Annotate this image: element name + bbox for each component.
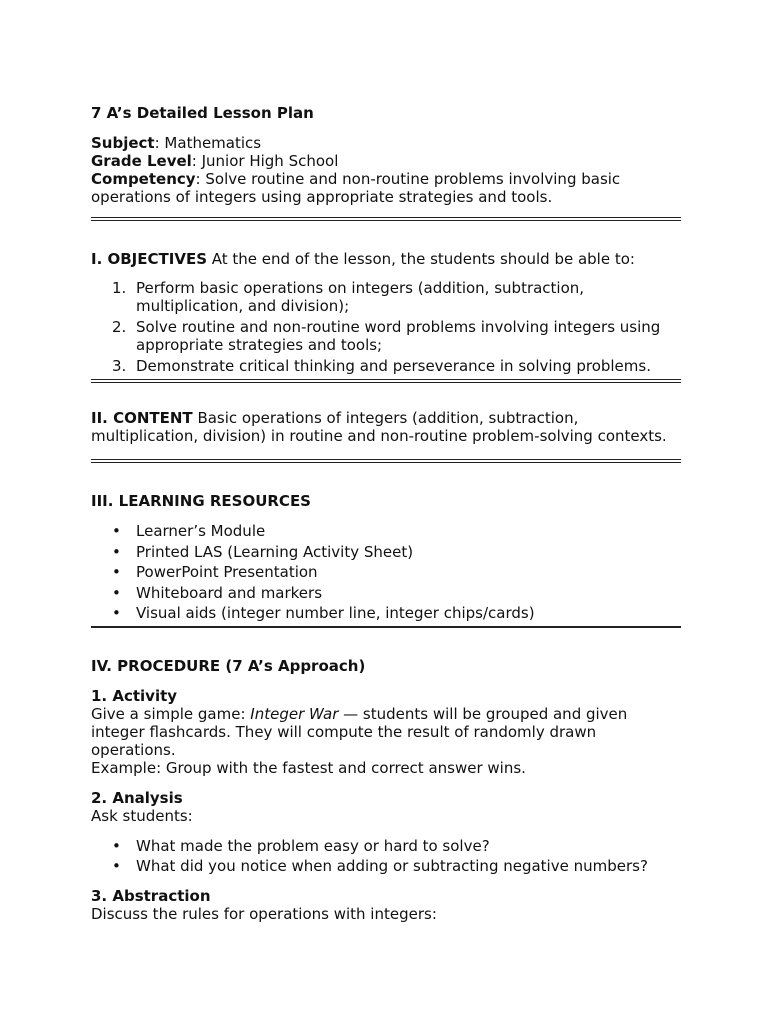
analysis-question <box>91 857 681 878</box>
abstraction-intro: Discuss the rules for operations with integers: <box>91 904 437 923</box>
section-divider <box>91 217 681 221</box>
analysis-question-text: What made the problem easy or hard to solve? <box>136 836 490 855</box>
bullet: • <box>112 604 121 622</box>
content-heading: II. CONTENT <box>91 409 193 427</box>
procedure-heading: IV. PROCEDURE (7 A’s Approach) <box>91 656 366 675</box>
grade-level-line <box>91 152 681 170</box>
bullet: • <box>112 522 121 540</box>
bullet: • <box>112 857 121 875</box>
resource-item <box>91 522 681 543</box>
activity-heading: 1. Activity <box>91 686 178 705</box>
lesson-plan-document <box>91 104 681 923</box>
resource-text: PowerPoint Presentation <box>136 563 318 581</box>
analysis-heading: 2. Analysis <box>91 788 183 807</box>
subject-line <box>91 134 681 152</box>
objective-number: 3. <box>112 357 127 375</box>
abstraction-heading: 3. Abstraction <box>91 886 211 905</box>
competency-value: : Solve routine and non-routine problems involving basic operations of integers using appropriate strategies and tools. <box>91 170 621 206</box>
section-divider <box>91 626 681 628</box>
subject-label: Subject <box>91 134 155 152</box>
objective-text: Perform basic operations on integers (addition, subtraction, multiplication, and division); <box>136 279 585 315</box>
objective-item <box>91 318 681 354</box>
section-divider <box>91 379 681 383</box>
objectives-list <box>91 279 681 375</box>
resource-text: Whiteboard and markers <box>136 583 323 602</box>
objective-item <box>91 279 681 315</box>
objectives-line <box>91 250 681 268</box>
analysis-questions-list <box>91 837 681 878</box>
subject-value: : Mathematics <box>154 134 262 152</box>
content-paragraph <box>91 409 681 445</box>
grade-level-value: : Junior High School <box>191 152 339 170</box>
competency-line <box>91 170 681 206</box>
resources-heading: III. LEARNING RESOURCES <box>91 492 311 510</box>
objectives-intro: At the end of the lesson, the students should be able to: <box>207 250 635 268</box>
activity-example: Example: Group with the fastest and correct answer wins. <box>91 758 526 777</box>
bullet: • <box>112 563 121 581</box>
objective-item <box>91 357 681 375</box>
objective-number: 2. <box>112 318 127 336</box>
resource-item <box>91 543 681 564</box>
objective-number: 1. <box>112 279 127 297</box>
competency-label: Competency <box>91 170 196 188</box>
objective-text: Demonstrate critical thinking and perseverance in solving problems. <box>136 357 651 375</box>
game-name: Integer War <box>250 704 339 723</box>
resource-item <box>91 604 681 625</box>
analysis-question-text: What did you notice when adding or subtracting negative numbers? <box>136 857 648 875</box>
resources-list <box>91 522 681 625</box>
analysis-question <box>91 837 681 858</box>
bullet: • <box>112 836 121 855</box>
content-text: Basic operations of integers (addition, subtraction, multiplication, division) in routine and non-routine problem-solving contexts. <box>91 409 667 445</box>
bullet: • <box>112 583 121 602</box>
analysis-intro: Ask students: <box>91 806 193 825</box>
resource-item <box>91 563 681 584</box>
resource-item <box>91 584 681 605</box>
grade-level-label: Grade Level <box>91 152 192 170</box>
objectives-heading: I. OBJECTIVES <box>91 250 207 268</box>
activity-text: Give a simple game: Integer War — students will be grouped and given integer flashcards. They will compute the result of randomly drawn operations. <box>91 704 628 759</box>
resource-text: Visual aids (integer number line, integer chips/cards) <box>136 604 535 622</box>
objective-text: Solve routine and non-routine word problems involving integers using appropriate strategies and tools; <box>136 318 661 354</box>
bullet: • <box>112 542 121 561</box>
resource-text: Printed LAS (Learning Activity Sheet) <box>136 542 414 561</box>
section-divider <box>91 459 681 463</box>
resource-text: Learner’s Module <box>136 522 266 540</box>
document-title: 7 A’s Detailed Lesson Plan <box>91 104 314 122</box>
